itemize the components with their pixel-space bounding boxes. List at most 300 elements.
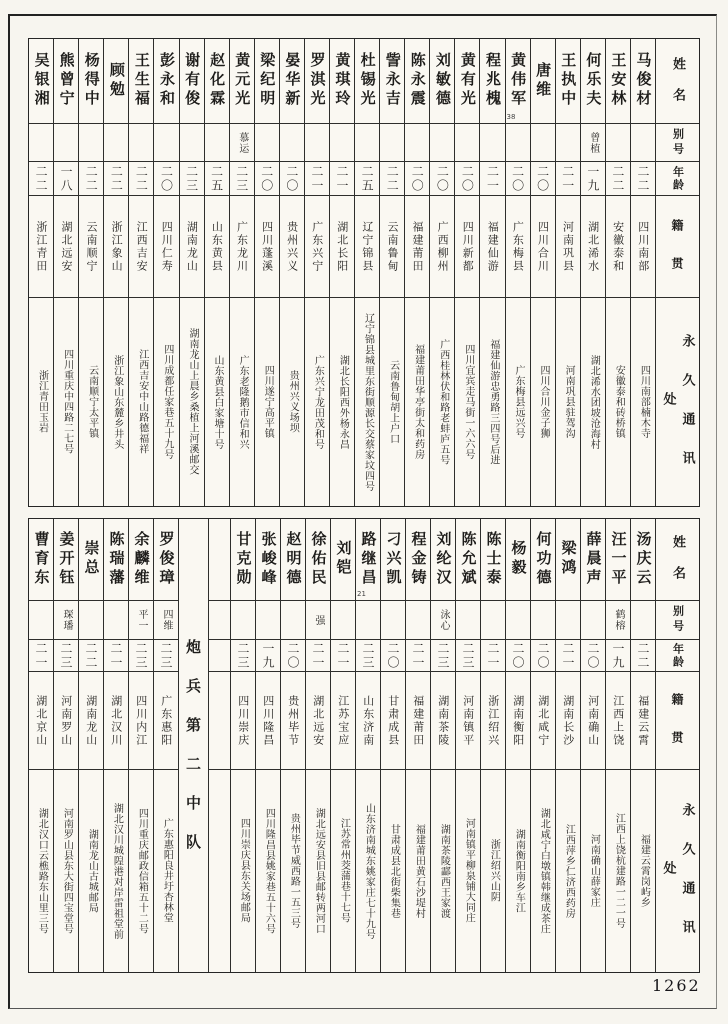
- unit-section-title: 炮兵第二中队: [184, 638, 202, 873]
- person-age: 一九: [256, 640, 280, 672]
- person-alias: [481, 601, 505, 641]
- person-column: [429, 39, 454, 506]
- person-name: 陈士泰: [481, 519, 505, 601]
- person-alias: [631, 601, 655, 641]
- person-name: 黄琪玲: [330, 39, 354, 124]
- person-column: [103, 519, 128, 972]
- person-name: 刘敏德: [430, 39, 454, 124]
- person-native-place: 江西上饶: [606, 672, 630, 770]
- person-address: 江西萍乡仁济西药房: [563, 823, 575, 919]
- person-age: 二二: [631, 640, 655, 672]
- person-column: [153, 39, 178, 506]
- person-alias: [231, 601, 255, 641]
- empty-cell: [209, 672, 230, 770]
- person-alias: [430, 124, 454, 163]
- person-column: [179, 39, 204, 506]
- person-name: 甘克勋: [231, 519, 255, 601]
- person-name: 曹育东: [29, 519, 53, 601]
- empty-column: [208, 519, 230, 972]
- person-address: 江西吉安中山路德福祥: [136, 349, 148, 455]
- person-age: 二二: [79, 640, 103, 672]
- person-age: 二〇: [455, 162, 479, 196]
- person-name: 杨得中: [79, 39, 103, 124]
- person-age: 二〇: [154, 162, 178, 196]
- person-alias: [29, 601, 53, 641]
- person-alias: [256, 601, 280, 641]
- person-column: [354, 39, 379, 506]
- unit-section-column: [178, 519, 208, 972]
- person-name: 彭永和: [154, 39, 178, 124]
- person-native-place: 广东龙川: [230, 196, 254, 298]
- person-native-place: 湖南茶陵: [431, 672, 455, 770]
- person-column: [580, 39, 605, 506]
- person-native-place: 辽宁锦县: [355, 196, 379, 298]
- person-native-place: 浙江青田: [29, 196, 53, 298]
- person-age: 二〇: [506, 162, 530, 196]
- person-column: [128, 519, 153, 972]
- person-column: [454, 39, 479, 506]
- person-native-place: 湖北远安: [54, 196, 78, 298]
- person-address: 福建莆田华亭街太和药房: [412, 344, 424, 460]
- person-column: [555, 519, 580, 972]
- person-address: 贵州毕节威西路一五三号: [288, 813, 300, 929]
- person-address: 福建云霄岗屿乡: [638, 834, 650, 908]
- person-age: 二三: [129, 640, 153, 672]
- person-name: 徐佑民: [306, 519, 330, 601]
- person-name: 汤庆云: [631, 519, 655, 601]
- header-address: 永久通讯处: [660, 802, 695, 959]
- person-age: 二〇: [405, 162, 429, 196]
- person-alias: 琛璠: [54, 601, 78, 641]
- person-age: 二二: [606, 162, 630, 196]
- person-name: 陈永震: [405, 39, 429, 124]
- person-native-place: 湖北长阳: [330, 196, 354, 298]
- person-name: 程金铸: [406, 519, 430, 601]
- person-name: 赵明德: [281, 519, 305, 601]
- roster-table-top: [28, 38, 700, 507]
- person-address: 河南确山薛家庄: [588, 834, 600, 908]
- person-name: 马俊材: [631, 39, 655, 124]
- person-column: [153, 519, 178, 972]
- person-column: [480, 519, 505, 972]
- person-native-place: 河南罗山: [54, 672, 78, 770]
- empty-cell: [209, 601, 230, 641]
- person-address: 贵州兴义场坝: [287, 370, 299, 434]
- person-address: 山东济南城东姚家庄七十九号: [363, 802, 375, 940]
- person-address: 湖北咸宁白墩镇韩继成茶庄: [538, 807, 550, 934]
- person-native-place: 湖南龙山: [180, 196, 204, 298]
- person-alias: [305, 124, 329, 163]
- person-alias: [556, 124, 580, 163]
- person-name: 赵化霖: [205, 39, 229, 124]
- person-native-place: 福建云霄: [631, 672, 655, 770]
- person-address: 湖北浠水团坡沧海村: [588, 354, 600, 450]
- person-column: [53, 519, 78, 972]
- person-alias: [129, 124, 153, 163]
- person-native-place: 贵州毕节: [281, 672, 305, 770]
- person-native-place: 湖北汉川: [104, 672, 128, 770]
- person-alias: [405, 124, 429, 163]
- person-address: 云南鲁甸胡上户口: [387, 359, 399, 444]
- person-address: 湖南龙山古城邮局: [86, 828, 98, 913]
- person-native-place: 浙江绍兴: [481, 672, 505, 770]
- person-address: 广西桂林伏和路老蚌庐五号: [437, 338, 449, 465]
- person-address: 湖北长阳西外杨永昌: [337, 354, 349, 450]
- person-age: 二一: [330, 162, 354, 196]
- person-alias: 鹤榕: [606, 601, 630, 641]
- person-native-place: 湖南长沙: [556, 672, 580, 770]
- person-age: 一九: [606, 640, 630, 672]
- person-alias: [531, 601, 555, 641]
- person-address: 四川南部楠木寺: [638, 365, 650, 439]
- person-column: [254, 39, 279, 506]
- person-address: 广东梅县远兴号: [512, 365, 524, 439]
- person-name: 陈允斌: [456, 519, 480, 601]
- person-address: 山东黄县白家塘十号: [212, 354, 224, 450]
- person-column: [479, 39, 504, 506]
- header-address: 永久通讯处: [660, 333, 695, 490]
- person-address: 四川重庆中四路二七号: [61, 349, 73, 455]
- person-native-place: 福建仙游: [480, 196, 504, 298]
- person-native-place: 浙江象山: [104, 196, 128, 298]
- person-column: [330, 519, 355, 972]
- person-address: 辽宁锦县城里东街顺源长交蔡家坟四号: [362, 312, 374, 492]
- person-alias: [480, 124, 504, 163]
- person-address: 福建仙游忠勇路三四号后进: [487, 338, 499, 465]
- person-column: [505, 39, 530, 506]
- header-name: 姓名: [656, 519, 699, 601]
- person-age: 二〇: [531, 162, 555, 196]
- person-address: 云南顺宁太平镇: [86, 365, 98, 439]
- person-column: [279, 39, 304, 506]
- person-name: 吴银湘: [29, 39, 53, 124]
- person-column: [53, 39, 78, 506]
- person-address: 湖北远安县旧县邮转两河口: [313, 807, 325, 934]
- person-address: 河南巩县驻驾沟: [563, 365, 575, 439]
- person-age: 二三: [431, 640, 455, 672]
- person-native-place: 四川合川: [531, 196, 555, 298]
- person-native-place: 江西吉安: [129, 196, 153, 298]
- person-address: 四川重庆邮政信箱五十二号: [136, 807, 148, 934]
- person-address: 广东老隆鹅市信和兴: [237, 354, 249, 450]
- person-age: 二二: [129, 162, 153, 196]
- footnote-mark: 38: [506, 112, 516, 121]
- person-age: 二〇: [506, 640, 530, 672]
- person-name: 刘铠: [331, 519, 355, 601]
- person-age: 二三: [154, 640, 178, 672]
- person-native-place: 湖北远安: [306, 672, 330, 770]
- person-column: [230, 519, 255, 972]
- empty-cell: [209, 519, 230, 601]
- person-name: 何功德: [531, 519, 555, 601]
- person-name: 余麟维: [129, 519, 153, 601]
- person-name: 崇总: [79, 519, 103, 601]
- person-address: 四川遂宁高平镇: [262, 365, 274, 439]
- empty-cell: [209, 640, 230, 672]
- person-alias: [506, 124, 530, 163]
- person-alias: [355, 124, 379, 163]
- person-column: [605, 39, 630, 506]
- person-name: 王安林: [606, 39, 630, 124]
- person-name: 唐维: [531, 39, 555, 124]
- person-native-place: 湖北浠水: [581, 196, 605, 298]
- person-column: [329, 39, 354, 506]
- person-name: 黄有光: [455, 39, 479, 124]
- person-column: [530, 39, 555, 506]
- person-name: 谢有俊: [180, 39, 204, 124]
- person-native-place: 河南巩县: [556, 196, 580, 298]
- person-age: 二一: [556, 162, 580, 196]
- person-column: [430, 519, 455, 972]
- person-alias: [456, 601, 480, 641]
- person-name: 刘纶汉: [431, 519, 455, 601]
- person-native-place: 湖北咸宁: [531, 672, 555, 770]
- person-name: 陈瑞藩: [104, 519, 128, 601]
- person-age: 二二: [104, 162, 128, 196]
- person-address: 四川宜宾走马街一六六号: [462, 344, 474, 460]
- person-alias: [380, 124, 404, 163]
- person-age: 二二: [380, 162, 404, 196]
- person-alias: [381, 601, 405, 641]
- header-age: 年龄: [656, 162, 699, 196]
- person-column: [580, 519, 605, 972]
- person-age: 二〇: [280, 162, 304, 196]
- person-age: 二一: [556, 640, 580, 672]
- person-age: 二三: [180, 162, 204, 196]
- person-name: 訾永吉: [380, 39, 404, 124]
- person-alias: [581, 601, 605, 641]
- person-age: 二二: [79, 162, 103, 196]
- person-alias: [455, 124, 479, 163]
- person-address: 河南罗山县东大街四宝堂号: [61, 807, 73, 934]
- person-alias: [606, 124, 630, 163]
- person-name: 薛晨声: [581, 519, 605, 601]
- header-age: 年龄: [656, 640, 699, 672]
- person-address: 湖北汉口云樵路东山里三号: [36, 807, 48, 934]
- person-native-place: 四川内江: [129, 672, 153, 770]
- person-address: 湖北汉川城隍港对岸雷祖堂前: [111, 802, 123, 940]
- person-native-place: 福建莆田: [406, 672, 430, 770]
- person-age: 二五: [205, 162, 229, 196]
- person-native-place: 湖北京山: [29, 672, 53, 770]
- person-native-place: 四川仁寿: [154, 196, 178, 298]
- person-address: 湖南衡阳南乡车江: [513, 828, 525, 913]
- person-age: 一九: [581, 162, 605, 196]
- person-native-place: 山东济南: [356, 672, 380, 770]
- person-alias: 曾植: [581, 124, 605, 163]
- page-number: 1262: [652, 976, 701, 995]
- person-native-place: 四川蓬溪: [255, 196, 279, 298]
- person-column: [29, 39, 53, 506]
- person-column: [128, 39, 153, 506]
- person-name: 汪一平: [606, 519, 630, 601]
- person-age: 二〇: [255, 162, 279, 196]
- person-address: 四川成都任家巷五十九号: [161, 344, 173, 460]
- header-native-place: 籍贯: [656, 196, 699, 298]
- person-column: [555, 39, 580, 506]
- person-address: 浙江象山东麓乡井头: [111, 354, 123, 450]
- empty-cell: [209, 770, 230, 972]
- person-column: [630, 519, 655, 972]
- person-age: 二一: [406, 640, 430, 672]
- person-address: 四川合川金子狮: [538, 365, 550, 439]
- person-alias: [280, 124, 304, 163]
- person-name: 程兆槐: [480, 39, 504, 124]
- person-address: 甘肃成县北街柴集巷: [388, 823, 400, 919]
- person-native-place: 湖南龙山: [79, 672, 103, 770]
- person-alias: [54, 124, 78, 163]
- header-native-place: 籍贯: [656, 672, 699, 770]
- person-name: 杜锡光: [355, 39, 379, 124]
- person-alias: [406, 601, 430, 641]
- person-name: 张峻峰: [256, 519, 280, 601]
- person-column: [305, 519, 330, 972]
- person-address: 四川崇庆县东关场邮局: [238, 818, 250, 924]
- person-column: [29, 519, 53, 972]
- person-age: 二三: [456, 640, 480, 672]
- person-column: [405, 519, 430, 972]
- person-address: 湖南茶陵酃西王家渡: [438, 823, 450, 919]
- person-alias: [104, 124, 128, 163]
- person-alias: 泳心: [431, 601, 455, 641]
- person-native-place: 云南顺宁: [79, 196, 103, 298]
- person-alias: [506, 601, 530, 641]
- person-address: 安徽泰和砖桥镇: [613, 365, 625, 439]
- person-age: 二〇: [531, 640, 555, 672]
- person-address: 浙江青田玉岩: [36, 370, 48, 434]
- person-age: 二三: [54, 640, 78, 672]
- person-native-place: 山东黄县: [205, 196, 229, 298]
- header-alias: 别号: [656, 124, 699, 163]
- person-name: 罗俊璋: [154, 519, 178, 601]
- person-age: 二一: [480, 162, 504, 196]
- person-age: 二〇: [430, 162, 454, 196]
- person-age: 一八: [54, 162, 78, 196]
- footnote-mark: 21: [357, 589, 366, 598]
- header-column: [655, 519, 699, 972]
- person-column: [505, 519, 530, 972]
- person-alias: [255, 124, 279, 163]
- person-name: 黄伟军 38: [506, 39, 530, 124]
- person-alias: [556, 601, 580, 641]
- header-alias: 别号: [656, 601, 699, 641]
- person-native-place: 云南鲁甸: [380, 196, 404, 298]
- person-alias: [29, 124, 53, 163]
- person-column: [255, 519, 280, 972]
- person-native-place: 江苏宝应: [331, 672, 355, 770]
- person-age: 二二: [631, 162, 655, 196]
- person-age: 二三: [231, 640, 255, 672]
- person-age: 二〇: [581, 640, 605, 672]
- person-native-place: 广东梅县: [506, 196, 530, 298]
- person-name: 路继昌 21: [356, 519, 380, 601]
- person-name: 顾勉: [104, 39, 128, 124]
- person-native-place: 四川新都: [455, 196, 479, 298]
- person-column: [605, 519, 630, 972]
- header-name: 姓名: [656, 39, 699, 124]
- person-name: 刁兴凯: [381, 519, 405, 601]
- person-native-place: 福建莆田: [405, 196, 429, 298]
- person-alias: 四维: [154, 601, 178, 641]
- person-alias: [180, 124, 204, 163]
- person-native-place: 河南确山: [581, 672, 605, 770]
- person-name: 王执中: [556, 39, 580, 124]
- person-alias: [631, 124, 655, 163]
- person-age: 二一: [29, 640, 53, 672]
- person-native-place: 四川崇庆: [231, 672, 255, 770]
- person-alias: [79, 601, 103, 641]
- person-alias: [330, 124, 354, 163]
- person-age: 二一: [104, 640, 128, 672]
- person-alias: [531, 124, 555, 163]
- person-native-place: 河南镇平: [456, 672, 480, 770]
- person-name: 梁鸿: [556, 519, 580, 601]
- person-column: [304, 39, 329, 506]
- person-age: 二〇: [381, 640, 405, 672]
- person-name: 王生福: [129, 39, 153, 124]
- person-column: [630, 39, 655, 506]
- person-address: 浙江绍兴山阴: [488, 839, 500, 903]
- person-age: 二一: [306, 640, 330, 672]
- person-alias: [104, 601, 128, 641]
- person-native-place: 安徽泰和: [606, 196, 630, 298]
- header-column: [655, 39, 699, 506]
- person-address: 河南镇平柳泉铺大同庄: [463, 818, 475, 924]
- person-name: 何乐夫: [581, 39, 605, 124]
- person-column: [229, 39, 254, 506]
- person-column: [530, 519, 555, 972]
- person-age: 二三: [356, 640, 380, 672]
- person-age: 二一: [305, 162, 329, 196]
- person-name: 黄元光: [230, 39, 254, 124]
- person-column: [404, 39, 429, 506]
- person-native-place: 四川隆昌: [256, 672, 280, 770]
- person-address: 湖南龙山上晨乡桑植上河溪邮交: [186, 328, 198, 476]
- person-age: 二二: [29, 162, 53, 196]
- person-address: 广东惠阳良井圩杏林堂: [161, 818, 173, 924]
- person-name: 晏华新: [280, 39, 304, 124]
- roster-table-bottom: [28, 518, 700, 973]
- person-column: [78, 519, 103, 972]
- person-native-place: 四川南部: [631, 196, 655, 298]
- person-name: 姜开钰: [54, 519, 78, 601]
- person-native-place: 广东惠阳: [154, 672, 178, 770]
- person-alias: 平一: [129, 601, 153, 641]
- person-column: [379, 39, 404, 506]
- person-native-place: 湖南衡阳: [506, 672, 530, 770]
- person-age: 二三: [230, 162, 254, 196]
- person-name: 杨毅: [506, 519, 530, 601]
- person-column: [455, 519, 480, 972]
- person-alias: [331, 601, 355, 641]
- person-alias: [79, 124, 103, 163]
- person-alias: [281, 601, 305, 641]
- person-native-place: 广西柳州: [430, 196, 454, 298]
- person-column: [78, 39, 103, 506]
- person-address: 广东兴宁龙田茂和号: [312, 354, 324, 450]
- person-address: 江西上饶杭建路一二一号: [613, 813, 625, 929]
- person-age: 二一: [331, 640, 355, 672]
- person-column: [280, 519, 305, 972]
- person-alias: 慕运: [230, 124, 254, 163]
- person-age: 二一: [481, 640, 505, 672]
- person-address: 江苏常州茭蒲巷十七号: [338, 818, 350, 924]
- person-column: [355, 519, 380, 972]
- person-name: 罗淇光: [305, 39, 329, 124]
- person-alias: [356, 601, 380, 641]
- person-column: [380, 519, 405, 972]
- person-age: 二五: [355, 162, 379, 196]
